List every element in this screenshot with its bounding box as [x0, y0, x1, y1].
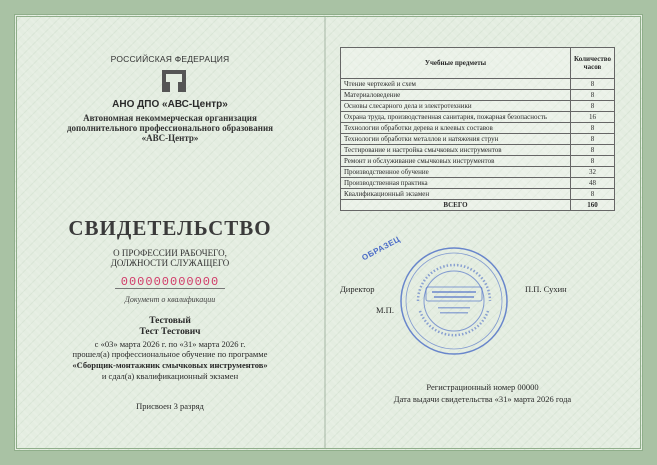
- subject-cell: Технологии обработки металлов и натяжения струн: [341, 134, 571, 145]
- table-row: [341, 79, 615, 90]
- org-full-name: [20, 113, 320, 143]
- page-fold: [324, 17, 326, 448]
- hours-cell: 8: [570, 156, 614, 167]
- rank-assigned: Присвоен 3 разряд: [136, 401, 204, 411]
- certificate-number: 000000000000: [120, 275, 220, 289]
- exam-statement: и сдал(а) квалификационный экзамен: [101, 371, 239, 381]
- subtitle-line: ДОЛЖНОСТИ СЛУЖАЩЕГО: [110, 258, 230, 268]
- total-hours: 160: [570, 200, 614, 211]
- country-label: РОССИЙСКАЯ ФЕДЕРАЦИЯ: [110, 54, 230, 64]
- subjects-table: [340, 47, 615, 211]
- org-full-name-line: Автономная некоммерческая организация: [83, 113, 257, 123]
- subject-cell: Охрана труда, производственная санитария, пожарная безопасность: [341, 112, 571, 123]
- left-page: [20, 20, 320, 445]
- subject-cell: Технологии обработки дерева и клеевых составов: [341, 123, 571, 134]
- org-full-name-line: «АВС-Центр»: [141, 133, 199, 143]
- subject-column-header: Учебные предметы: [341, 48, 571, 79]
- hours-cell: 8: [570, 123, 614, 134]
- issue-date: Дата выдачи свидетельства «31» марта 2026 года: [393, 394, 572, 404]
- subject-cell: Производственная практика: [341, 178, 571, 189]
- document-caption: Документ о квалификации: [124, 295, 216, 304]
- table-row: [341, 178, 615, 189]
- table-row: [341, 167, 615, 178]
- subject-cell: Квалификационный экзамен: [341, 189, 571, 200]
- hours-cell: 48: [570, 178, 614, 189]
- right-page: [330, 20, 635, 445]
- hours-cell: 8: [570, 189, 614, 200]
- hours-cell: 8: [570, 79, 614, 90]
- org-logo-icon: [162, 70, 186, 92]
- seal-place-label: М.П.: [376, 305, 394, 315]
- table-row: [341, 112, 615, 123]
- table-row: [341, 134, 615, 145]
- subject-cell: Ремонт и обслуживание смычковых инструментов: [341, 156, 571, 167]
- document-title: СВИДЕТЕЛЬСТВО: [68, 216, 272, 240]
- subtitle-line: О ПРОФЕССИИ РАБОЧЕГО,: [113, 248, 227, 258]
- registration-number: Регистрационный номер 00000: [426, 382, 539, 392]
- seal-stamp-icon: [398, 245, 510, 357]
- table-row: [341, 123, 615, 134]
- total-label: ВСЕГО: [341, 200, 571, 211]
- hours-cell: 8: [570, 145, 614, 156]
- table-row: [341, 156, 615, 167]
- table-row: [341, 101, 615, 112]
- study-period: с «03» марта 2026 г. по «31» марта 2026 г.: [94, 339, 246, 349]
- hours-cell: 16: [570, 112, 614, 123]
- table-header-row: [341, 48, 615, 79]
- org-short-name: АНО ДПО «АВС-Центр»: [112, 99, 228, 110]
- director-label: Директор: [340, 284, 375, 294]
- holder-last-name: Тестовый: [149, 316, 191, 326]
- sample-watermark: ОБРАЗЕЦ: [360, 234, 402, 263]
- director-name: П.П. Сухин: [525, 284, 567, 294]
- subject-cell: Материаловедение: [341, 90, 571, 101]
- subject-cell: Производственное обучение: [341, 167, 571, 178]
- table-row: [341, 145, 615, 156]
- document-subtitle: [20, 248, 320, 268]
- table-row: [341, 90, 615, 101]
- hours-cell: 32: [570, 167, 614, 178]
- hours-cell: 8: [570, 90, 614, 101]
- total-row: [341, 200, 615, 211]
- hours-cell: 8: [570, 101, 614, 112]
- subject-cell: Тестирование и настройка смычковых инструментов: [341, 145, 571, 156]
- program-name: «Сборщик-монтажник смычковых инструментов»: [72, 360, 268, 370]
- holder-first-name: Тест Тестович: [139, 327, 201, 337]
- subject-cell: Основы слесарного дела и электротехники: [341, 101, 571, 112]
- subject-cell: Чтение чертежей и схем: [341, 79, 571, 90]
- org-full-name-line: дополнительного профессионального образования: [66, 123, 274, 133]
- program-intro: прошел(а) профессиональное обучение по программе: [72, 349, 268, 359]
- number-underline: [115, 288, 225, 289]
- hours-column-header: Количество часов: [570, 48, 614, 79]
- hours-cell: 8: [570, 134, 614, 145]
- table-row: [341, 189, 615, 200]
